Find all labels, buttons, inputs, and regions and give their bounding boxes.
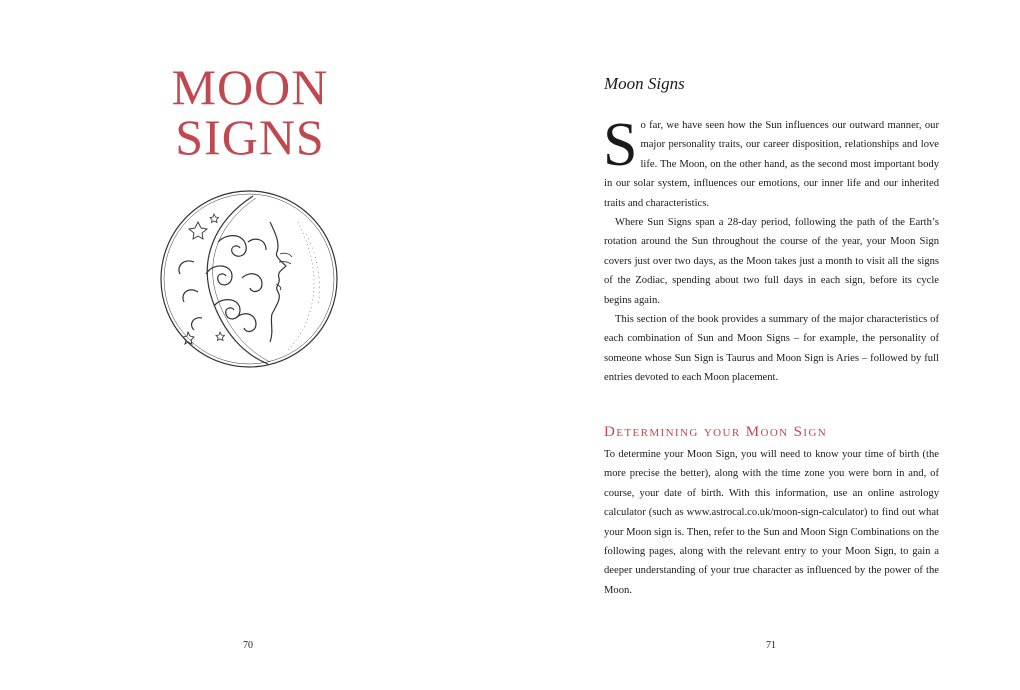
right-page: [510, 0, 1020, 690]
intro-text: [603, 111, 939, 388]
section-title: Moon Signs: [604, 74, 685, 93]
intro-paragraph-1: [603, 111, 939, 213]
chapter-title-line1: MOON: [171, 59, 329, 115]
chapter-title-line2: SIGNS: [175, 109, 325, 165]
drop-cap: S: [603, 111, 638, 179]
intro-paragraph-3: This section of the book provides a summary of the major characteristics of each combination of Sun and Moon Signs – for example, the personality of someone whose Sun Sign is Taurus and Moon Sign is Aries – followed by full entries devoted to each Moon placement.: [604, 314, 939, 384]
chapter-title: [150, 59, 350, 165]
page-number: 70: [243, 640, 253, 651]
determine-paragraph: To determine your Moon Sign, you will need to know your time of birth (the more precise the better), along with the time zone you were born in and, of course, your date of birth. With this information, use an online astrology calculator (such as www.astrocal.co.uk/moon-sign-calculator) to find out what your Moon sign is. Then, refer to the Sun and Moon Sign Combinations on the following pages, along with the relevant entry to your Moon Sign, to gain a deeper understanding of your true character as influenced by the power of the Moon.: [604, 449, 939, 596]
intro-paragraph-1-text: o far, we have seen how the Sun influences our outward manner, our major personality traits, our career disposition, relationships and love life. The Moon, on the other hand, as the second most important body in our solar system, influences our emotions, our inner life and our inherited traits and characteristics.: [604, 120, 939, 209]
subsection-title: Determining your Moon Sign: [604, 424, 828, 440]
page-number: 71: [766, 640, 776, 651]
intro-paragraph-2: Where Sun Signs span a 28-day period, following the path of the Earth’s rotation around the Sun throughout the course of the year, your Moon Sign covers just over two days, as the Moon takes just a month to visit all the signs of the Zodiac, spending about two full days in each sign, before its cycle begins again.: [604, 217, 939, 306]
crescent-moon-face-icon: [158, 182, 340, 376]
determine-text: [604, 445, 939, 600]
